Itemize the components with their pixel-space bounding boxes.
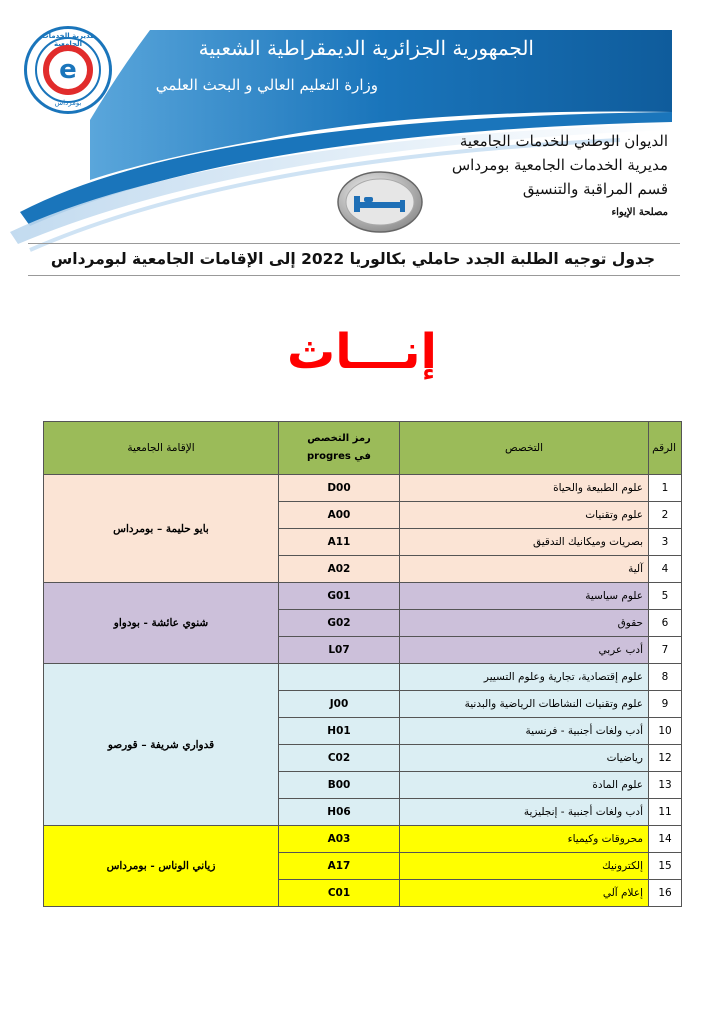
row-number: 10 — [649, 718, 682, 745]
specialty-cell: رياضيات — [400, 745, 649, 772]
code-cell: A03 — [279, 826, 400, 853]
row-number: 7 — [649, 637, 682, 664]
code-cell: C01 — [279, 880, 400, 907]
specialty-cell: علوم الطبيعة والحياة — [400, 475, 649, 502]
code-cell: G01 — [279, 583, 400, 610]
row-number: 6 — [649, 610, 682, 637]
title-rule-top — [28, 243, 680, 244]
row-number: 8 — [649, 664, 682, 691]
specialty-cell: علوم سياسية — [400, 583, 649, 610]
row-number: 1 — [649, 475, 682, 502]
specialty-cell: حقوق — [400, 610, 649, 637]
code-cell: B00 — [279, 772, 400, 799]
specialty-cell: آلية — [400, 556, 649, 583]
office-line-1: الديوان الوطني للخدمات الجامعية — [459, 132, 668, 150]
code-cell: A00 — [279, 502, 400, 529]
col-header-code-line2: في progres — [307, 451, 371, 462]
col-header-specialty: التخصص — [400, 422, 649, 475]
document-header — [0, 0, 724, 290]
office-line-3: قسم المراقبة والتنسيق — [522, 180, 668, 198]
code-cell: L07 — [279, 637, 400, 664]
logo-bottom-text: بومرداس — [54, 99, 82, 107]
row-number: 13 — [649, 772, 682, 799]
col-header-code-line1: رمز التخصص — [307, 433, 371, 444]
ministry-title: وزارة التعليم العالي و البحث العلمي — [155, 76, 378, 94]
col-header-residence: الإقامة الجامعية — [44, 422, 279, 475]
specialty-cell: أدب ولغات أجنبية - فرنسية — [400, 718, 649, 745]
residence-cell: شنوي عائشة - بودواو — [44, 583, 279, 664]
office-line-2: مديرية الخدمات الجامعية بومرداس — [451, 156, 668, 174]
specialty-cell: بصريات وميكانيك التدقيق — [400, 529, 649, 556]
specialty-cell: إلكترونيك — [400, 853, 649, 880]
document-title: جدول توجيه الطلبة الجدد حاملي بكالوريا 2022 إلى الإقامات الجامعية لبومرداس — [50, 250, 656, 268]
specialty-cell: علوم إقتصادية، تجارية وعلوم التسيير — [400, 664, 649, 691]
code-cell — [279, 664, 400, 691]
row-number: 2 — [649, 502, 682, 529]
col-header-number: الرقم — [649, 422, 682, 475]
code-cell: H01 — [279, 718, 400, 745]
logo — [24, 26, 112, 114]
specialty-cell: إعلام آلي — [400, 880, 649, 907]
row-number: 11 — [649, 799, 682, 826]
table-row — [44, 826, 682, 853]
table-body — [44, 475, 682, 907]
table-row — [44, 475, 682, 502]
row-number: 5 — [649, 583, 682, 610]
code-cell: C02 — [279, 745, 400, 772]
specialty-cell: علوم وتقنيات — [400, 502, 649, 529]
residence-cell: زياني الوناس - بومرداس — [44, 826, 279, 907]
logo-glyph: e — [59, 55, 77, 85]
specialty-cell: محروقات وكيمياء — [400, 826, 649, 853]
title-rule-bottom — [28, 275, 680, 276]
specialty-cell: علوم وتقنيات النشاطات الرياضية والبدنية — [400, 691, 649, 718]
office-line-4: مصلحة الإيواء — [611, 207, 668, 218]
row-number: 3 — [649, 529, 682, 556]
table-row — [44, 583, 682, 610]
row-number: 14 — [649, 826, 682, 853]
code-cell: D00 — [279, 475, 400, 502]
logo-top-text: مديرية الخدمات الجامعية — [41, 32, 95, 48]
row-number: 9 — [649, 691, 682, 718]
section-heading: إنـــاث — [287, 324, 437, 380]
code-cell: A17 — [279, 853, 400, 880]
code-cell: H06 — [279, 799, 400, 826]
orientation-table — [43, 421, 682, 907]
specialty-cell: علوم المادة — [400, 772, 649, 799]
bed-icon — [336, 170, 424, 234]
table-row — [44, 664, 682, 691]
residence-cell: بايو حليمة – بومرداس — [44, 475, 279, 583]
row-number: 16 — [649, 880, 682, 907]
specialty-cell: أدب عربي — [400, 637, 649, 664]
code-cell: A11 — [279, 529, 400, 556]
row-number: 4 — [649, 556, 682, 583]
row-number: 12 — [649, 745, 682, 772]
code-cell: A02 — [279, 556, 400, 583]
republic-title: الجمهورية الجزائرية الديمقراطية الشعبية — [198, 36, 534, 60]
table-header-row — [44, 422, 682, 475]
specialty-cell: أدب ولغات أجنبية - إنجليزية — [400, 799, 649, 826]
code-cell: G02 — [279, 610, 400, 637]
row-number: 15 — [649, 853, 682, 880]
code-cell: J00 — [279, 691, 400, 718]
col-header-code — [279, 422, 400, 475]
residence-cell: قدواري شريفة – قورصو — [44, 664, 279, 826]
